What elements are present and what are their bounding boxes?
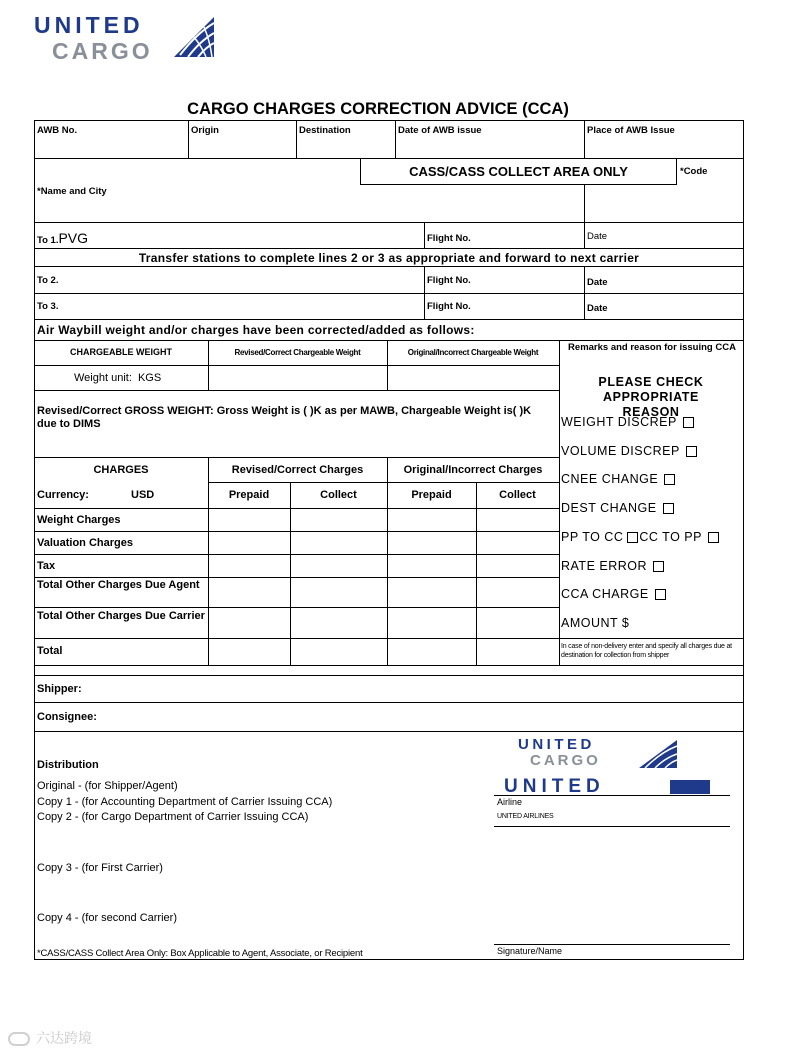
code-label: *Code	[680, 166, 708, 177]
non-delivery-note: In case of non-delivery enter and specify all charges due at destination for collection from shipper	[561, 643, 732, 659]
place-issue-label: Place of AWB Issue	[587, 125, 675, 136]
rate-error-label: RATE ERROR	[561, 559, 648, 573]
logo-united-text: UNITED	[34, 12, 144, 38]
revised-weight-header: Revised/Correct Chargeable Weight	[234, 348, 361, 357]
remarks-header: Remarks and reason for issuing CCA	[568, 342, 736, 353]
signature-label: Signature/Name	[497, 946, 563, 956]
distribution-title: Distribution	[37, 759, 99, 771]
distribution-copy2: Copy 2 - (for Cargo Department of Carrier Issuing CCA)	[37, 811, 309, 823]
distribution-copy3: Copy 3 - (for First Carrier)	[37, 862, 163, 874]
weight-discrep-checkbox[interactable]	[683, 417, 694, 428]
airline-globe-icon	[637, 738, 681, 770]
airline-united-banner	[500, 778, 710, 794]
weight-unit-label: Weight unit:	[74, 372, 132, 384]
distribution-copy4: Copy 4 - (for second Carrier)	[37, 912, 177, 924]
rate-error-option[interactable]	[561, 559, 664, 573]
pp-cc-option[interactable]	[561, 530, 719, 544]
tax-row: Tax	[37, 560, 56, 572]
cc-to-pp-checkbox[interactable]	[708, 532, 719, 543]
charges-header: CHARGES	[93, 464, 149, 476]
dest-change-label: DEST CHANGE	[561, 501, 657, 515]
awb-no-label: AWB No.	[37, 125, 78, 136]
revised-collect-header: Collect	[320, 489, 357, 501]
chargeable-weight-header: CHARGEABLE WEIGHT	[70, 347, 172, 357]
watermark-logo-icon	[8, 1032, 30, 1046]
page-title: CARGO CHARGES CORRECTION ADVICE (CCA)	[187, 100, 569, 118]
origin-label: Origin	[191, 125, 219, 136]
original-prepaid-header: Prepaid	[411, 489, 452, 501]
cass-footnote: *CASS/CASS Collect Area Only: Box Applicable to Agent, Associate, or Recipient	[37, 948, 363, 959]
airline-value: UNITED AIRLINES	[497, 813, 554, 820]
pp-to-cc-checkbox[interactable]	[627, 532, 638, 543]
cass-area-label: CASS/CASS COLLECT AREA ONLY	[409, 164, 628, 179]
volume-discrep-option[interactable]	[561, 444, 697, 458]
revised-charges-header: Revised/Correct Charges	[231, 464, 364, 476]
volume-discrep-checkbox[interactable]	[686, 446, 697, 457]
original-charges-header: Original/Incorrect Charges	[403, 464, 543, 476]
dest-change-checkbox[interactable]	[663, 503, 674, 514]
to2-flight-label: Flight No.	[427, 275, 471, 286]
rate-error-checkbox[interactable]	[653, 561, 664, 572]
consignee-label: Consignee:	[37, 711, 97, 723]
airline-logo-cargo: CARGO	[530, 752, 601, 769]
weight-discrep-option[interactable]	[561, 415, 694, 429]
airline-label: Airline	[497, 797, 523, 807]
watermark	[8, 1028, 92, 1048]
cc-to-pp-label: CC TO PP	[639, 530, 702, 544]
revised-prepaid-header: Prepaid	[228, 489, 270, 501]
logo-cargo-text: CARGO	[52, 38, 153, 64]
to1-date-label: Date	[587, 231, 608, 242]
to1-value: PVG	[58, 230, 89, 246]
distribution-copy1: Copy 1 - (for Accounting Department of Carrier Issuing CCA)	[37, 796, 333, 808]
to2-label: To 2.	[37, 275, 59, 286]
currency-label: Currency:	[37, 489, 89, 501]
banner-globe-icon	[670, 780, 710, 794]
distribution-original: Original - (for Shipper/Agent)	[37, 780, 178, 792]
weight-discrep-label: WEIGHT DISCREP	[561, 415, 677, 429]
weight-charges-row: Weight Charges	[37, 514, 121, 526]
name-city-label: *Name and City	[37, 186, 107, 197]
corrected-note: Air Waybill weight and/or charges have been corrected/added as follows:	[37, 323, 475, 337]
original-weight-header: Original/Incorrect Chargeable Weight	[407, 348, 539, 357]
to3-date-label: Date	[587, 303, 608, 314]
to2-date-label: Date	[587, 277, 608, 288]
volume-discrep-label: VOLUME DISCREP	[561, 444, 680, 458]
to1-flight-label: Flight No.	[427, 233, 471, 244]
date-issue-label: Date of AWB issue	[398, 125, 482, 136]
valuation-charges-row: Valuation Charges	[37, 537, 133, 549]
pp-to-cc-label: PP TO CC	[561, 530, 624, 544]
to1-prefix: To 1.	[37, 235, 59, 246]
shipper-label: Shipper:	[37, 683, 82, 695]
other-charges-carrier-row: Total Other Charges Due Carrier	[37, 610, 205, 622]
weight-unit-value: KGS	[137, 372, 162, 384]
total-row: Total	[37, 645, 63, 657]
watermark-text: 六达跨境	[36, 1030, 92, 1046]
gross-weight-note: Revised/Correct GROSS WEIGHT: Gross Weight is ( )K as per MAWB, Chargeable Weight is( )K due to DIMS	[37, 405, 532, 430]
globe-icon	[172, 15, 224, 61]
transfer-note: Transfer stations to complete lines 2 or 3 as appropriate and forward to next carrier	[138, 251, 640, 265]
cca-charge-option[interactable]	[561, 587, 666, 601]
dest-change-option[interactable]	[561, 501, 674, 515]
cca-charge-label: CCA CHARGE	[561, 587, 649, 601]
cnee-change-option[interactable]	[561, 472, 675, 486]
please-check-label: PLEASE CHECK APPROPRIATE REASON	[598, 375, 704, 419]
cca-charge-checkbox[interactable]	[655, 589, 666, 600]
cnee-change-label: CNEE CHANGE	[561, 472, 659, 486]
original-collect-header: Collect	[499, 489, 536, 501]
airline-united-banner-text: UNITED	[504, 778, 605, 794]
to1-label	[37, 230, 88, 246]
currency-value: USD	[131, 489, 155, 501]
cnee-change-checkbox[interactable]	[664, 474, 675, 485]
amount-label: AMOUNT $	[561, 616, 630, 630]
weight-unit	[74, 372, 161, 384]
destination-label: Destination	[299, 125, 351, 136]
to3-label: To 3.	[37, 301, 59, 312]
to3-flight-label: Flight No.	[427, 301, 471, 312]
other-charges-agent-row: Total Other Charges Due Agent	[37, 579, 200, 591]
airline-logo-united: UNITED	[518, 736, 595, 753]
